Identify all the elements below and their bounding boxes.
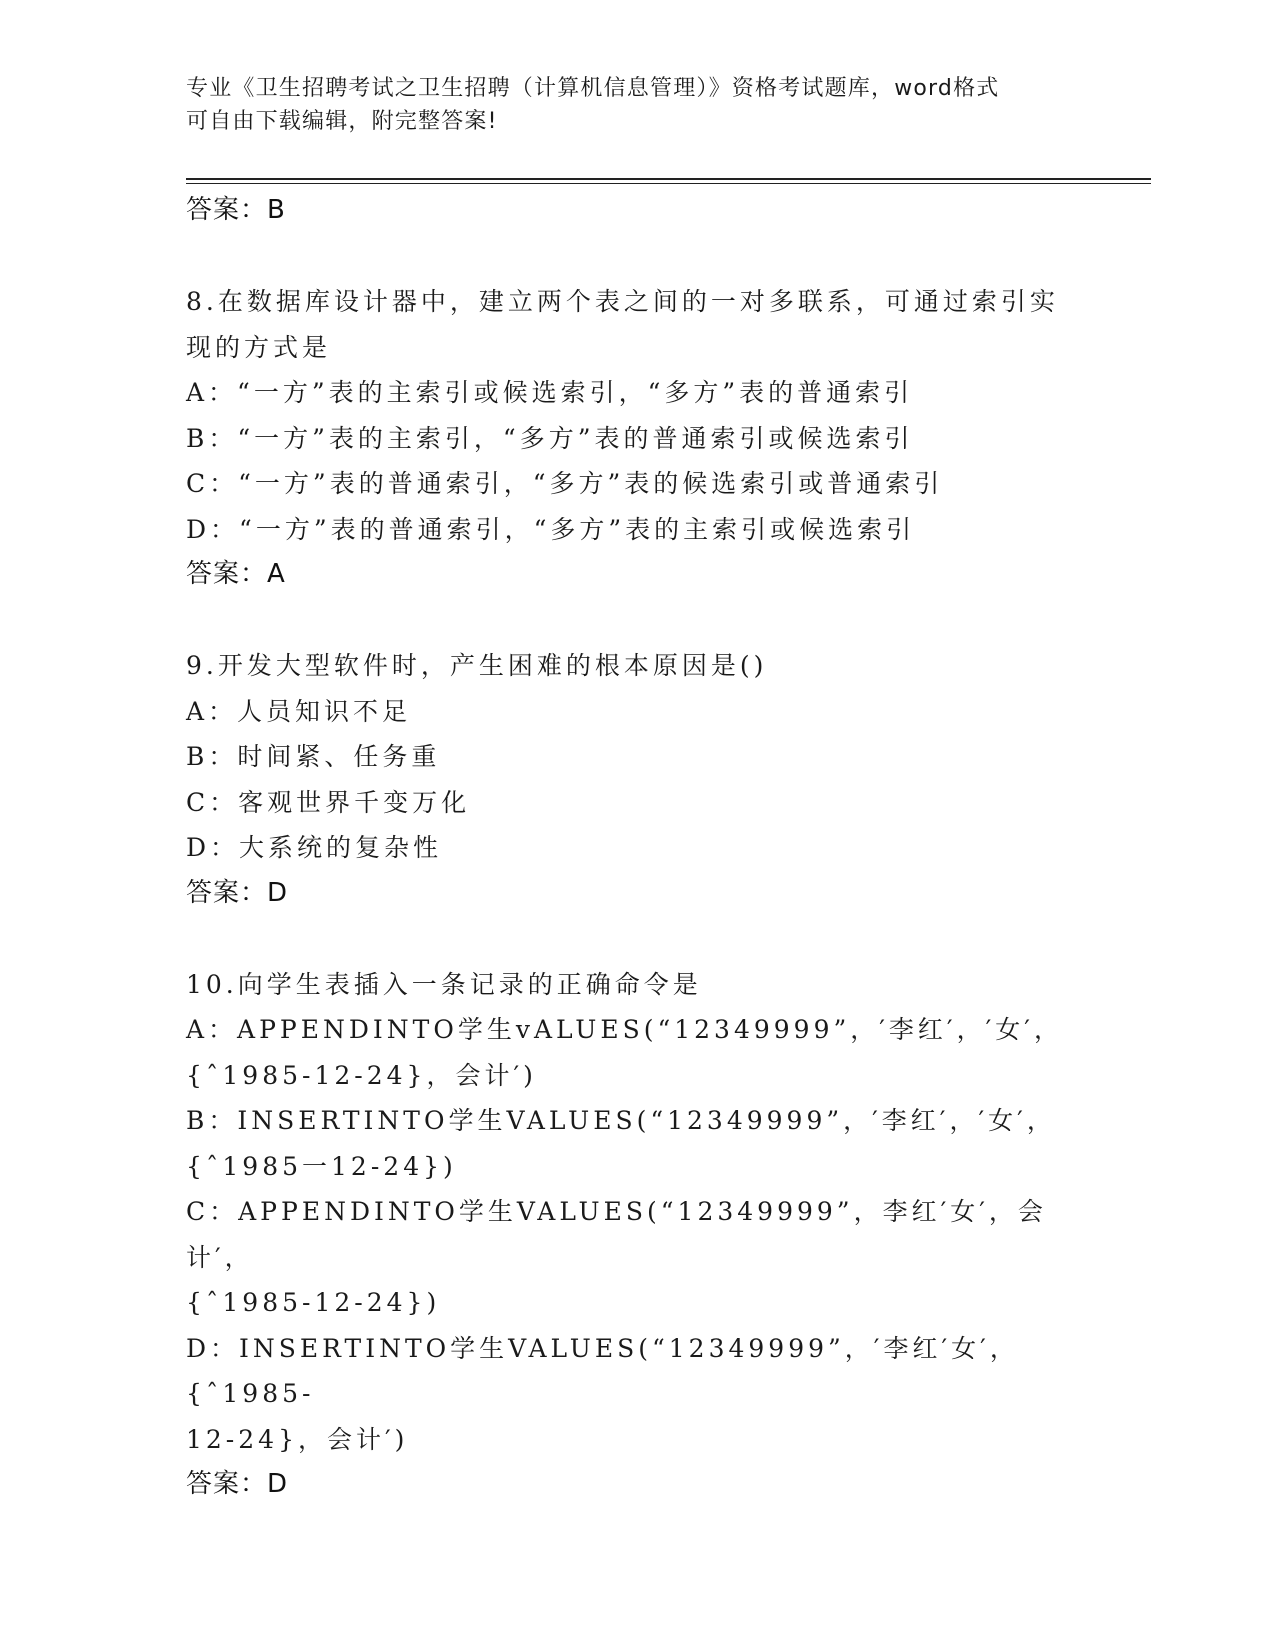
option-a: A：人员知识不足 <box>186 696 412 726</box>
answer-label: 答案：D <box>186 877 289 908</box>
question-stem-line: 现的方式是 <box>186 332 332 362</box>
document-header <box>186 72 1066 138</box>
answer-label: 答案：A <box>186 559 286 589</box>
option-a-continued: {ˆ1985-12-24}，会计′) <box>186 1060 537 1090</box>
option-a: A：APPENDINTO学生vALUES(“12349999”，′李红′，′女′， <box>186 1015 1063 1044</box>
question-stem-line: 9.开发大型软件时，产生困难的根本原因是() <box>186 651 768 680</box>
header-line-2: 可自由下载编辑，附完整答案! <box>186 109 498 134</box>
question-stem-line: 8.在数据库设计器中，建立两个表之间的一对多联系，可通过索引实 <box>186 287 1059 316</box>
option-d: D：大系统的复杂性 <box>186 833 443 862</box>
option-b: B：时间紧、任务重 <box>186 742 441 771</box>
question-stem-line: 10.向学生表插入一条记录的正确命令是 <box>186 969 702 999</box>
option-b: B：“一方”表的主索引，“多方”表的普通索引或候选索引 <box>186 423 914 453</box>
option-d: D：“一方”表的普通索引，“多方”表的主索引或候选索引 <box>186 514 916 544</box>
option-b-continued: {ˆ1985一12-24}) <box>186 1151 457 1181</box>
question-content <box>186 188 1086 1507</box>
header-line-1: 专业《卫生招聘考试之卫生招聘（计算机信息管理）》资格考试题库，word格式 <box>186 76 1000 101</box>
option-c-continued: {ˆ1985-12-24}) <box>186 1288 441 1317</box>
option-d-continued: 12-24}，会计′) <box>186 1424 409 1454</box>
option-c: C：客观世界千变万化 <box>186 787 471 817</box>
answer-label: 答案：D <box>186 1469 289 1499</box>
question-8 <box>186 279 1086 597</box>
option-b: B：INSERTINTO学生VALUES(“12349999”，′李红′，′女′， <box>186 1106 1056 1135</box>
option-a: A：“一方”表的主索引或候选索引，“多方”表的普通索引 <box>186 378 914 407</box>
option-c: C：“一方”表的普通索引，“多方”表的候选索引或普通索引 <box>186 469 944 498</box>
question-9 <box>186 643 1086 916</box>
previous-answer: 答案：B <box>186 195 286 225</box>
header-divider <box>186 178 1151 184</box>
option-d: D：INSERTINTO学生VALUES(“12349999”，′李红′女′，{ˆ1985- <box>186 1333 1019 1408</box>
option-c: C：APPENDINTO学生VALUES(“12349999”，李红′女′，会计′， <box>186 1197 1047 1272</box>
question-10 <box>186 962 1086 1508</box>
